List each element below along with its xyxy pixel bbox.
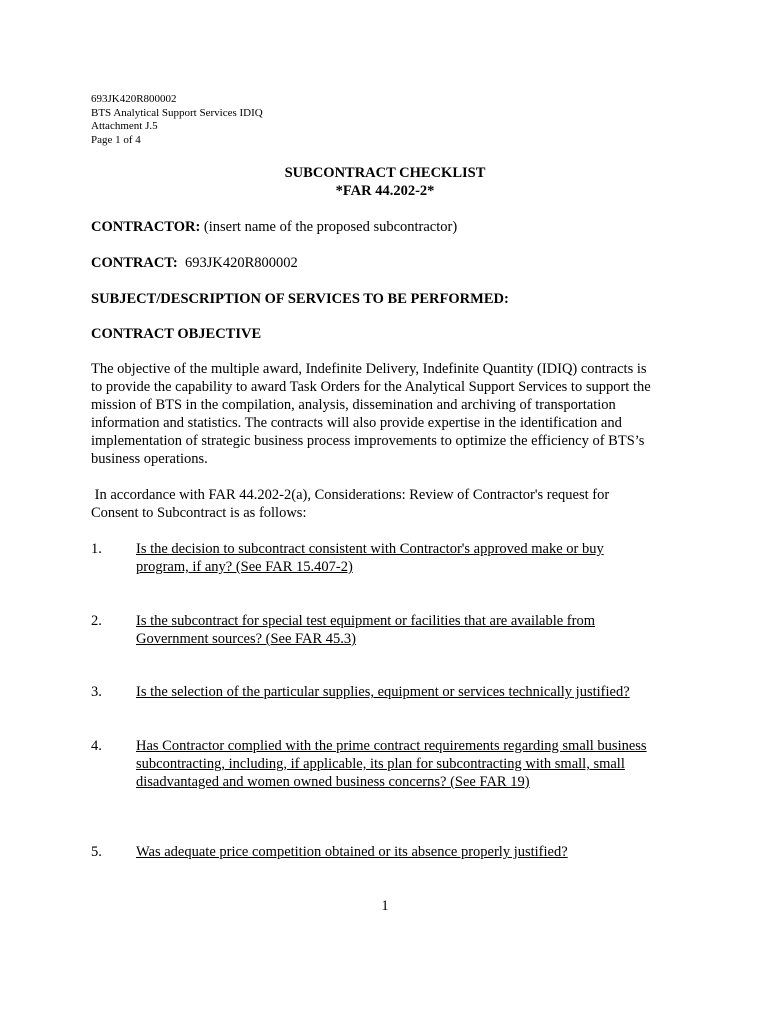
- item-question: [136, 843, 696, 861]
- contract-field: [91, 254, 298, 272]
- item-question-line: Government sources? (See FAR 45.3): [136, 631, 356, 647]
- objective-line: mission of BTS in the compilation, analysis, dissemination and archiving of transportation: [91, 397, 616, 413]
- page-number: 1: [381, 898, 389, 914]
- objective-line: information and statistics. The contracts will also provide expertise in the identification and: [91, 415, 622, 431]
- page-label: Page 1 of 4: [91, 133, 141, 146]
- item-question-line: Is the subcontract for special test equipment or facilities that are available from: [136, 613, 595, 629]
- contract-label: CONTRACT:: [91, 255, 178, 271]
- item-question-line: subcontracting, including, if applicable, its plan for subcontracting with small, small: [136, 756, 625, 772]
- contractor-field: [91, 218, 457, 236]
- intro-line: Consent to Subcontract is as follows:: [91, 505, 307, 521]
- objective-line: implementation of strategic business process improvements to optimize the efficiency of BTS’s: [91, 433, 645, 449]
- header-description: BTS Analytical Support Services IDIQ: [91, 106, 263, 119]
- item-question-line: Is the selection of the particular supplies, equipment or services technically justified?: [136, 684, 630, 700]
- item-number: 3.: [91, 684, 102, 700]
- item-number: 2.: [91, 613, 102, 629]
- item-number: 5.: [91, 844, 102, 860]
- contractor-label: CONTRACTOR:: [91, 219, 201, 235]
- item-number: 1.: [91, 541, 102, 557]
- subject-heading: SUBJECT/DESCRIPTION OF SERVICES TO BE PERFORMED:: [91, 291, 509, 307]
- objective-line: The objective of the multiple award, Indefinite Delivery, Indefinite Quantity (IDIQ) contracts is: [91, 361, 647, 377]
- objective-line: to provide the capability to award Task Orders for the Analytical Support Services to support the: [91, 379, 651, 395]
- solicitation-number: 693JK420R800002: [91, 93, 177, 105]
- intro-line: In accordance with FAR 44.202-2(a), Considerations: Review of Contractor's request for: [91, 487, 610, 503]
- item-number: 4.: [91, 738, 102, 754]
- item-question: [136, 683, 696, 701]
- item-question-line: program, if any? (See FAR 15.407-2): [136, 559, 353, 575]
- title-line-1: SUBCONTRACT CHECKLIST: [284, 165, 486, 181]
- item-question-line: Is the decision to subcontract consistent with Contractor's approved make or buy: [136, 541, 604, 557]
- item-question-line: disadvantaged and women owned business concerns? (See FAR 19): [136, 774, 530, 790]
- attachment-label: Attachment J.5: [91, 120, 158, 132]
- item-question-line: Was adequate price competition obtained or its absence properly justified?: [136, 844, 568, 860]
- document-header: [91, 93, 263, 147]
- objective-heading: CONTRACT OBJECTIVE: [91, 326, 262, 342]
- document-title: [0, 164, 770, 200]
- contract-value: 693JK420R800002: [177, 255, 298, 271]
- title-line-2: *FAR 44.202-2*: [335, 183, 435, 199]
- contractor-value: (insert name of the proposed subcontractor): [200, 219, 458, 235]
- objective-paragraph: [91, 360, 691, 468]
- item-question-line: Has Contractor complied with the prime contract requirements regarding small business: [136, 738, 647, 754]
- item-question: [136, 612, 696, 648]
- item-question: [136, 737, 696, 791]
- intro-paragraph: [91, 486, 691, 522]
- item-question: [136, 540, 696, 576]
- objective-line: business operations.: [91, 451, 208, 467]
